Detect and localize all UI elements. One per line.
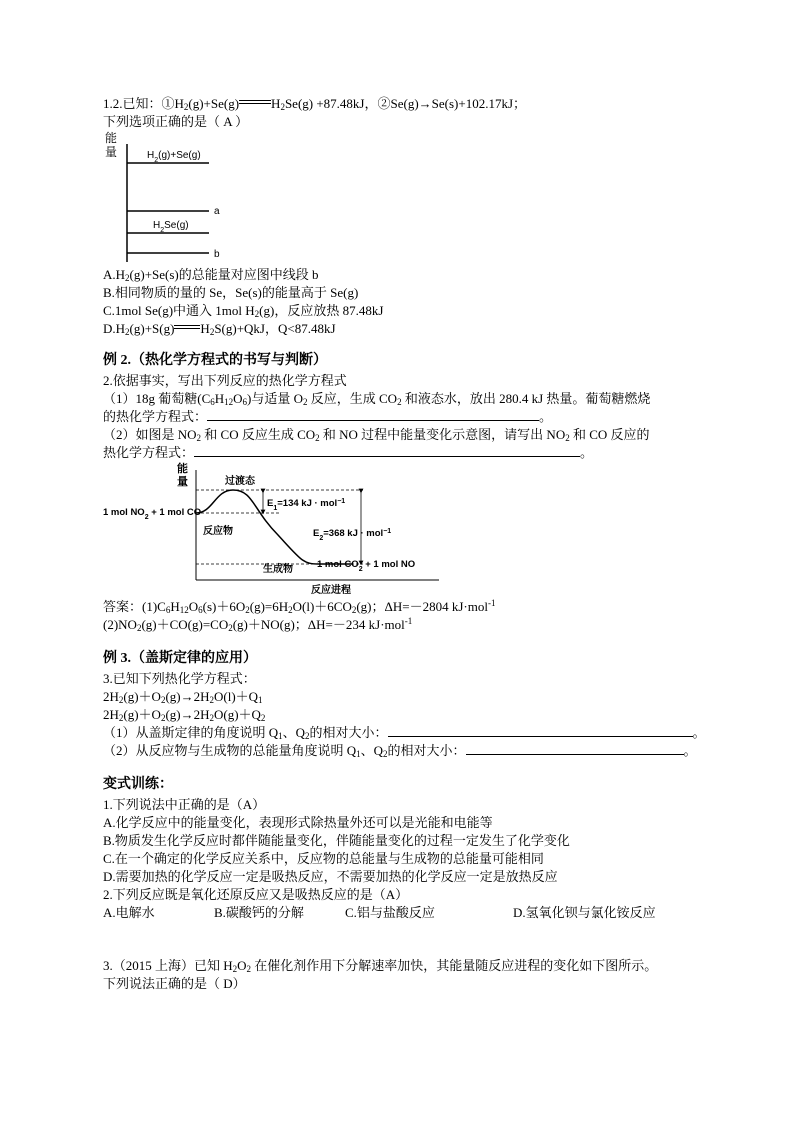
ex2-text: （2）如图是 NO — [103, 427, 197, 442]
fig2-reactant-state: 1 mol $NO_2 + 1$ mol CO — [103, 507, 202, 521]
q12-text: C.1mol Se(g)中通入 1mol H — [103, 303, 255, 318]
ex2-energy-figure — [103, 460, 443, 600]
ex3-text: 。 — [683, 743, 697, 758]
fig2-e1-label: $E_1=134$ kJ · mol$^{-1}$ — [267, 497, 346, 512]
fig2-products-label: 生成物 — [263, 564, 293, 575]
ex2-answer-1: 答案：$(1)C_6H_{12}O_6(s)+6O_2(g)=6H_2O(l)+6CO_2(g)$；ΔH=－2804 kJ·mol$^{-1}$ — [103, 598, 496, 615]
ex2-text: 和 NO 过程中能量变化示意图，请写出 NO — [319, 427, 566, 442]
practice-q1-option-a: A.化学反应中的能量变化，表现形式除热量外还可以是光能和电能等 — [103, 815, 493, 830]
ex3-part1 — [103, 724, 706, 741]
ex2-part2: （2）如图是 $NO_2$ 和 CO 反应生成 $CO_2$ 和 NO 过程中能量变化示意图，请写出 $NO_2$ 和 CO 反应的 — [103, 427, 650, 443]
ex2-text: 热化学方程式： — [103, 445, 195, 460]
ex2-text: 。 — [580, 445, 594, 460]
q12-text: H — [271, 96, 281, 111]
practice-q1-option-b: B.物质发生化学反应时都伴随能量变化，伴随能量变化的过程一定发生了化学变化 — [103, 833, 570, 848]
fig2-axis-label: 能 — [177, 463, 188, 475]
q12-text: D.H — [103, 321, 126, 336]
answer-blank[interactable] — [207, 409, 539, 421]
ex2-text: 和液态水，放出 280.4 kJ 热量。葡萄糖燃烧 — [401, 391, 651, 406]
ex3-text: （2）从反应物与生成物的总能量角度说明 $Q_1$、$Q_2$的相对大小： — [103, 743, 466, 759]
practice-q3-line1: 3.（2015 上海）已知 $H_2O_2$ 在催化剂作用下分解速率加快，其能量随反应进程的变化如下图所示。 — [103, 958, 658, 974]
q12-text: 1.2.已知：①H — [103, 96, 184, 111]
ex2-part2-answer-line — [103, 444, 593, 461]
practice-q1: 1.下列说法中正确的是（A） — [103, 797, 266, 812]
fig2-x-label: 反应进程 — [311, 585, 351, 596]
ex2-question: 2.依据事实，写出下列反应的热化学方程式 — [103, 373, 347, 388]
practice-q2-option-c: C.铝与盐酸反应 — [345, 905, 435, 920]
practice-q1-option-d: D.需要加热的化学反应一定是吸热反应，不需要加热的化学反应一定是放热反应 — [103, 869, 558, 884]
ex2-text: 反应，生成 CO — [307, 391, 398, 406]
q12-option-d: $D.H_2(g)+S(g)$ $H_2S(g)+QkJ$，Q<87.48kJ — [103, 321, 336, 337]
answer-blank[interactable] — [388, 725, 693, 737]
q12-text: H — [200, 321, 210, 336]
practice-q2-option-a: A.电解水 — [103, 905, 155, 920]
ex2-text: O — [233, 391, 243, 406]
q12-line2: 下列选项正确的是（ A ） — [103, 114, 249, 129]
fig1-label-b: b — [214, 249, 220, 260]
ex2-answer-2: $(2)NO_2(g)+CO(g)=CO_2(g)+NO(g)$；ΔH=－234 kJ·mol$^{-1}$ — [103, 616, 413, 633]
ex2-text: 的热化学方程式： — [103, 409, 208, 424]
practice-q2-option-d: D.氢氧化钡与氯化铵反应 — [513, 905, 656, 920]
ex2-text: )与适量 O — [247, 391, 304, 406]
ex2-text: 。 — [539, 409, 553, 424]
q12-text: (g)，反应放热 87.48kJ — [259, 303, 384, 318]
ex2-text: H — [214, 391, 225, 406]
ex3-question: 3.已知下列热化学方程式： — [103, 671, 256, 686]
fig2-reactants-label: 反应物 — [203, 526, 233, 537]
practice-q2: 2.下列反应既是氧化还原反应又是吸热反应的是（A） — [103, 887, 409, 902]
fig2-transition-label: 过渡态 — [225, 476, 255, 487]
fig1-label-a: a — [214, 206, 220, 217]
q12-line1: 1.2.已知：$①H_2(g)+Se(g)$ $H_2Se(g) +87.48kJ$，②Se(g)→Se(s)+102.17kJ； — [103, 96, 527, 112]
ex3-part2 — [103, 742, 697, 759]
practice-q3-line2: 下列说法正确的是（ D） — [103, 976, 246, 991]
ex3-text: 。 — [692, 725, 706, 740]
ex2-text: 和 CO 反应的 — [569, 427, 650, 442]
q12-text: Se(g) +87.48kJ，②Se(g)→Se(s)+102.17kJ； — [284, 96, 527, 111]
fig1-level-top-label: $H_2(g)+Se(g)$ — [147, 150, 201, 164]
answer-blank[interactable] — [466, 743, 684, 755]
q12-energy-figure — [103, 130, 243, 265]
fig2-axis-label: 量 — [177, 476, 188, 488]
ex2-part1-answer-line — [103, 408, 552, 425]
practice-q2-options — [103, 904, 656, 921]
equilibrium-arrow-icon — [174, 325, 200, 329]
q12-text: (g)+S(g) — [129, 321, 175, 336]
q12-option-a: $A.H_2(g)+Se(s)$的总能量对应图中线段 b — [103, 267, 319, 283]
q12-text: S(g)+QkJ，Q<87.48kJ — [214, 321, 336, 336]
fig2-product-state: 1 mol $CO_2 + 1$ mol NO — [317, 559, 416, 573]
fig1-axis-label: 量 — [105, 145, 118, 159]
q12-text: (g)+Se(s)的总能量对应图中线段 b — [129, 267, 319, 282]
ex2-text: （1）18g 葡萄糖(C — [103, 391, 211, 406]
practice-q2-option-b: B.碳酸钙的分解 — [214, 905, 304, 920]
q12-text: A.H — [103, 267, 126, 282]
ex2-text: 和 CO 反应生成 CO — [201, 427, 316, 442]
fig1-level-mid-label: $H_2Se(g)$ — [153, 220, 189, 234]
answer-blank[interactable] — [194, 445, 580, 457]
ex2-title: 例 2.（热化学方程式的书写与判断） — [103, 353, 327, 368]
ex2-part1: （1）18g 葡萄糖$(C_6H_{12}O_6)$与适量 $O_2$ 反应，生成 $CO_2$ 和液态水，放出 280.4 kJ 热量。葡萄糖燃烧 — [103, 391, 651, 407]
practice-q1-option-c: C.在一个确定的化学反应关系中，反应物的总能量与生成物的总能量可能相同 — [103, 851, 544, 866]
ex3-title: 例 3.（盖斯定律的应用） — [103, 651, 257, 666]
fig1-axis-label: 能 — [105, 131, 118, 145]
q12-option-b: B.相同物质的量的 Se，Se(s)的能量高于 Se(g) — [103, 285, 359, 300]
fig2-e2-label: $E_2=368$ kJ · mol$^{-1}$ — [313, 527, 392, 542]
q12-text: (g)+Se(g) — [188, 96, 240, 111]
ex3-text: （1）从盖斯定律的角度说明 $Q_1$、$Q_2$的相对大小： — [103, 725, 388, 741]
q12-option-c: C.1mol Se(g)中通入 1mol $H_2(g)$，反应放热 87.48kJ — [103, 303, 384, 319]
ex3-eq1: $2H_2(g)+O_2(g)\to 2H_2O(l)+Q_1$ — [103, 689, 263, 705]
practice-title: 变式训练： — [103, 777, 173, 792]
ex3-eq2: $2H_2(g)+O_2(g)\to 2H_2O(g)+Q_2$ — [103, 707, 266, 723]
equilibrium-arrow-icon — [239, 100, 271, 104]
